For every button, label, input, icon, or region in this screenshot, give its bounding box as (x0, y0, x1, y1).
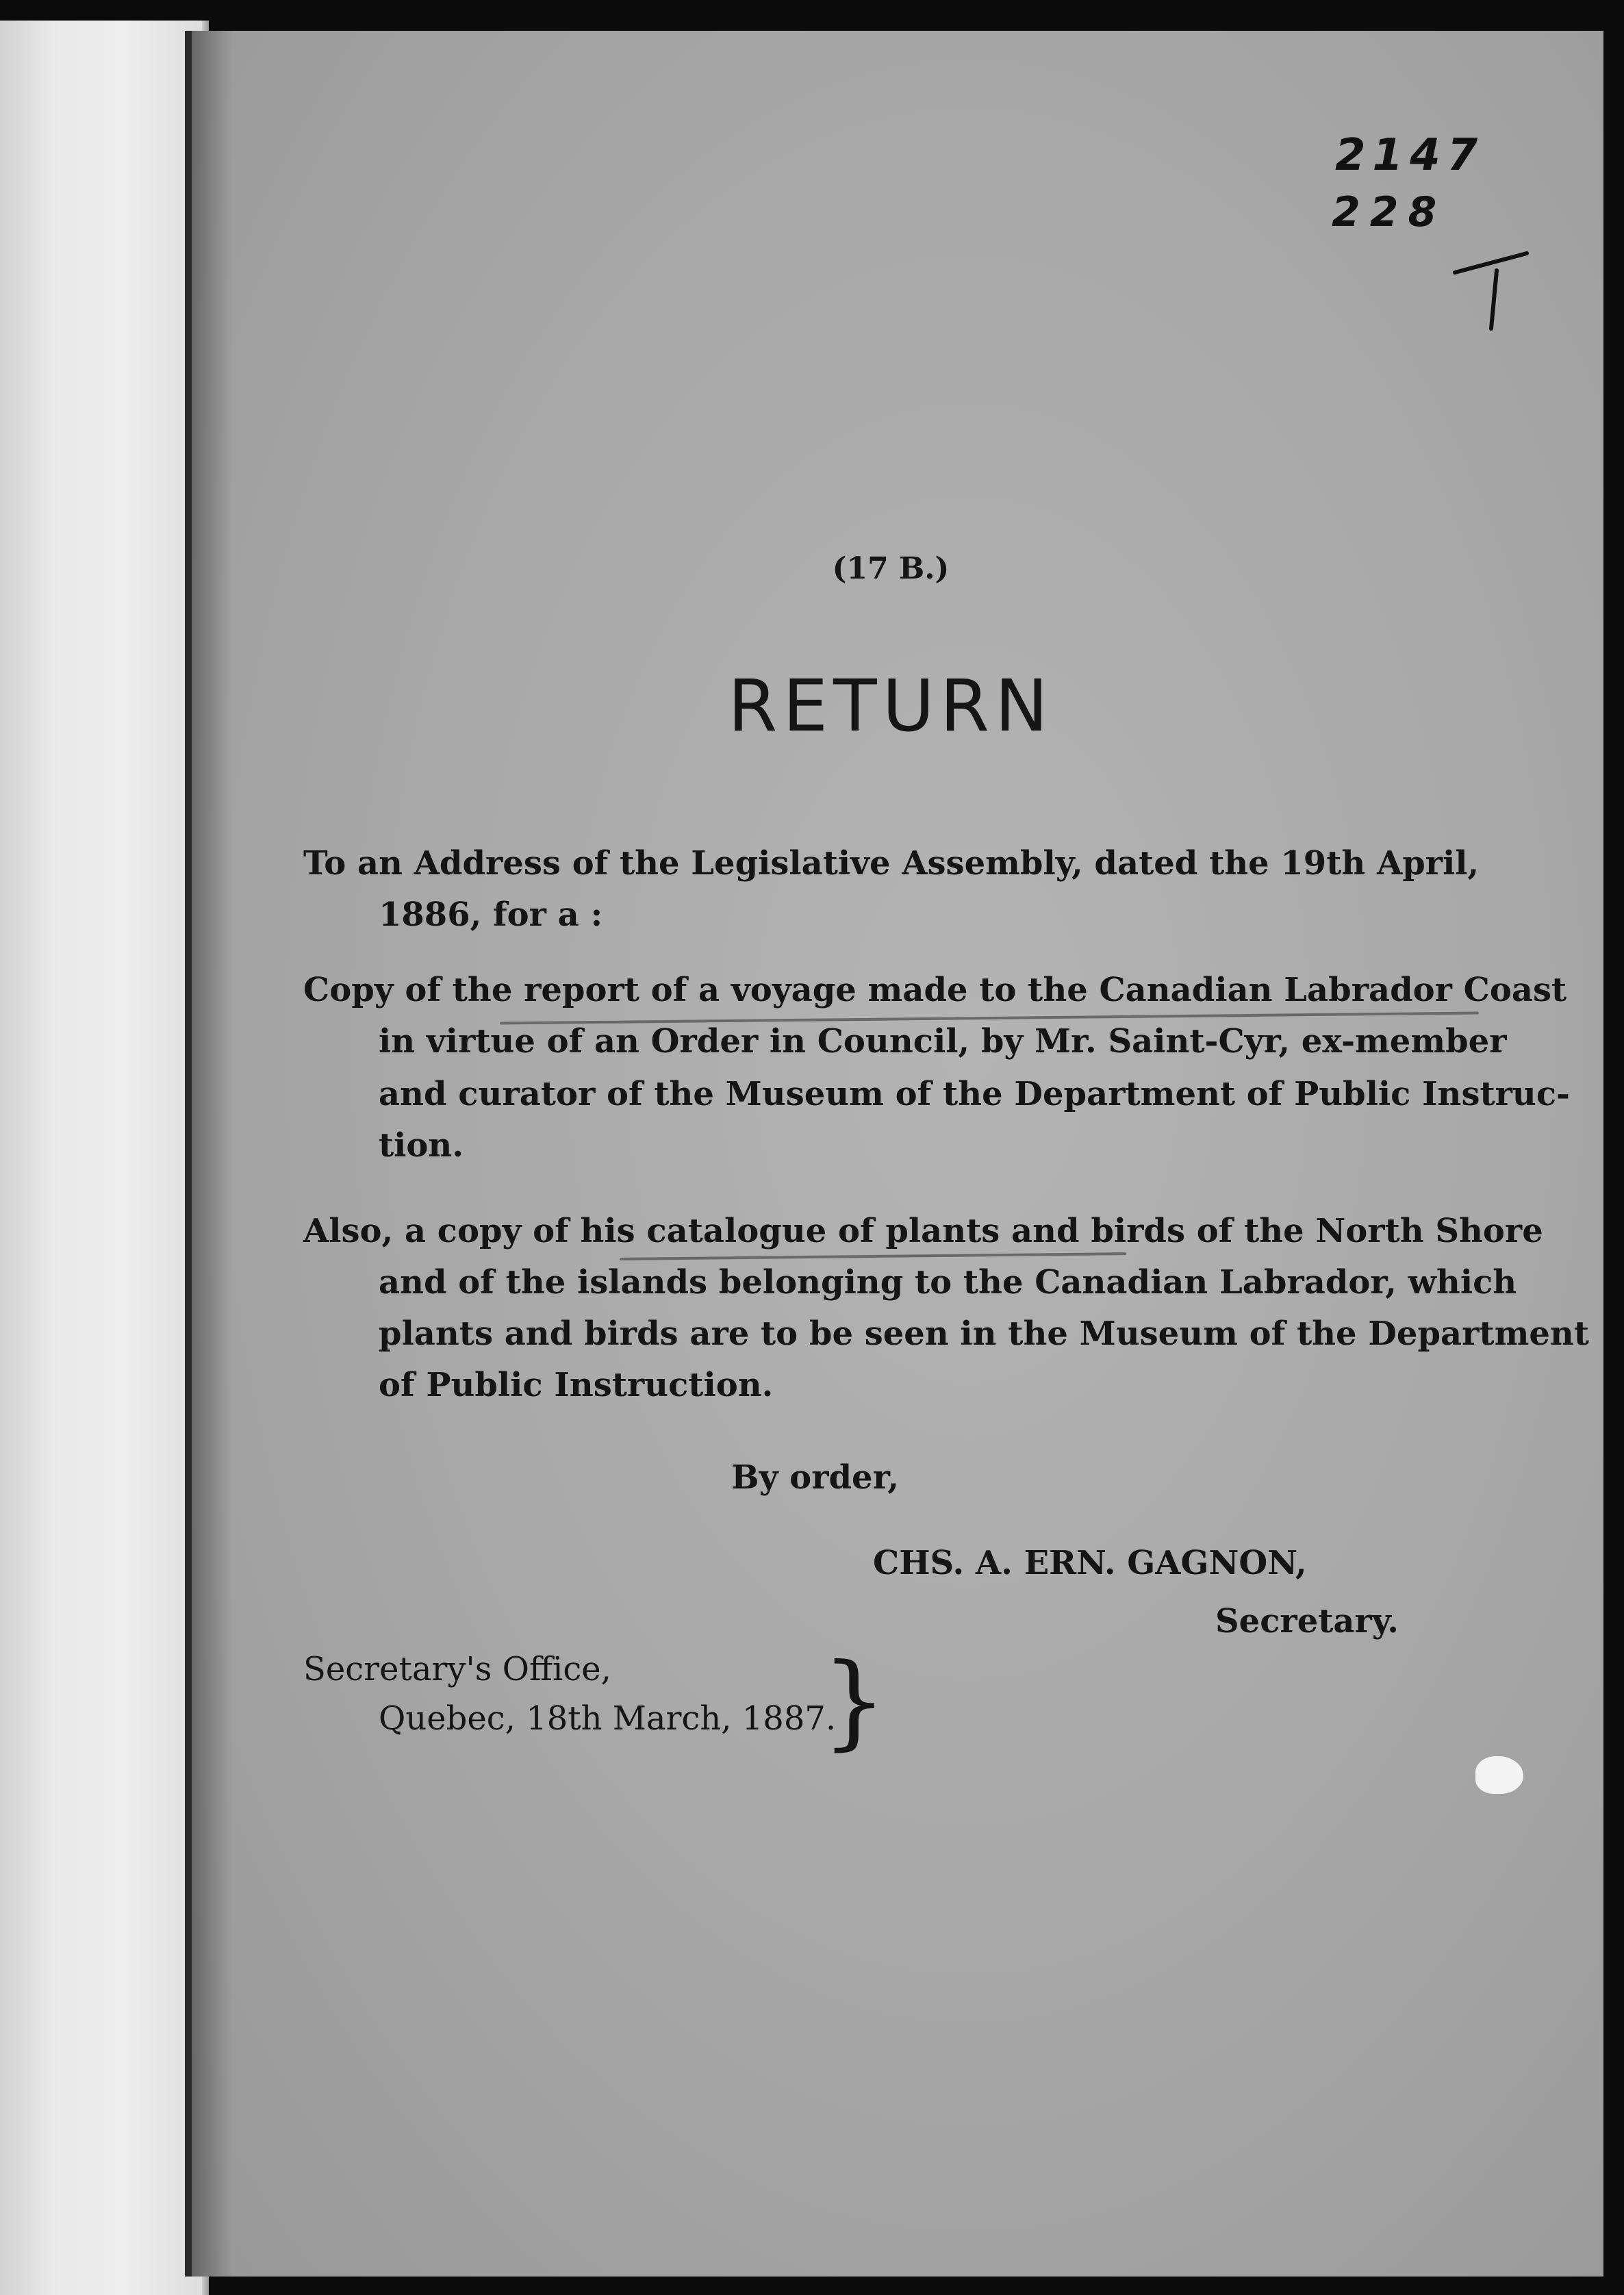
paragraph-line: and of the islands belonging to the Canadian Labrador, which (379, 1263, 1517, 1302)
paragraph-line: tion. (379, 1126, 464, 1165)
paragraph-line: of Public Instruction. (379, 1366, 774, 1404)
paper-blemish (1475, 1756, 1523, 1794)
paragraph-line: and curator of the Museum of the Department of Public Instruc- (379, 1075, 1570, 1113)
paragraph-line: in virtue of an Order in Council, by Mr. Saint-Cyr, ex-member (379, 1022, 1507, 1061)
place-and-date: Quebec, 18th March, 1887. (379, 1699, 837, 1738)
paragraph-line: To an Address of the Legislative Assembly, dated the 19th April, (303, 844, 1480, 883)
handwritten-catalog-number: 2147 (1335, 130, 1485, 181)
paragraph-line: Copy of the report of a voyage made to the Canadian Labrador Coast (303, 971, 1567, 1009)
adjacent-page-edge (0, 21, 209, 2295)
signatory-title: Secretary. (1215, 1602, 1399, 1640)
closing-phrase: By order, (731, 1458, 900, 1497)
document-number: (17 B.) (832, 551, 950, 586)
office-name: Secretary's Office, (303, 1650, 611, 1688)
paragraph-line: Also, a copy of his catalogue of plants and birds of the North Shore (303, 1212, 1543, 1250)
paragraph-line: 1886, for a : (379, 896, 603, 934)
handwritten-catalog-subnumber: 228 (1332, 188, 1447, 236)
document-title: RETURN (728, 664, 1054, 748)
paragraph-line: plants and birds are to be seen in the Museum of the Department (379, 1315, 1589, 1353)
brace-icon: } (822, 1642, 887, 1761)
handwritten-mark-icon (1451, 246, 1534, 335)
signatory-name: CHS. A. ERN. GAGNON, (873, 1544, 1307, 1582)
